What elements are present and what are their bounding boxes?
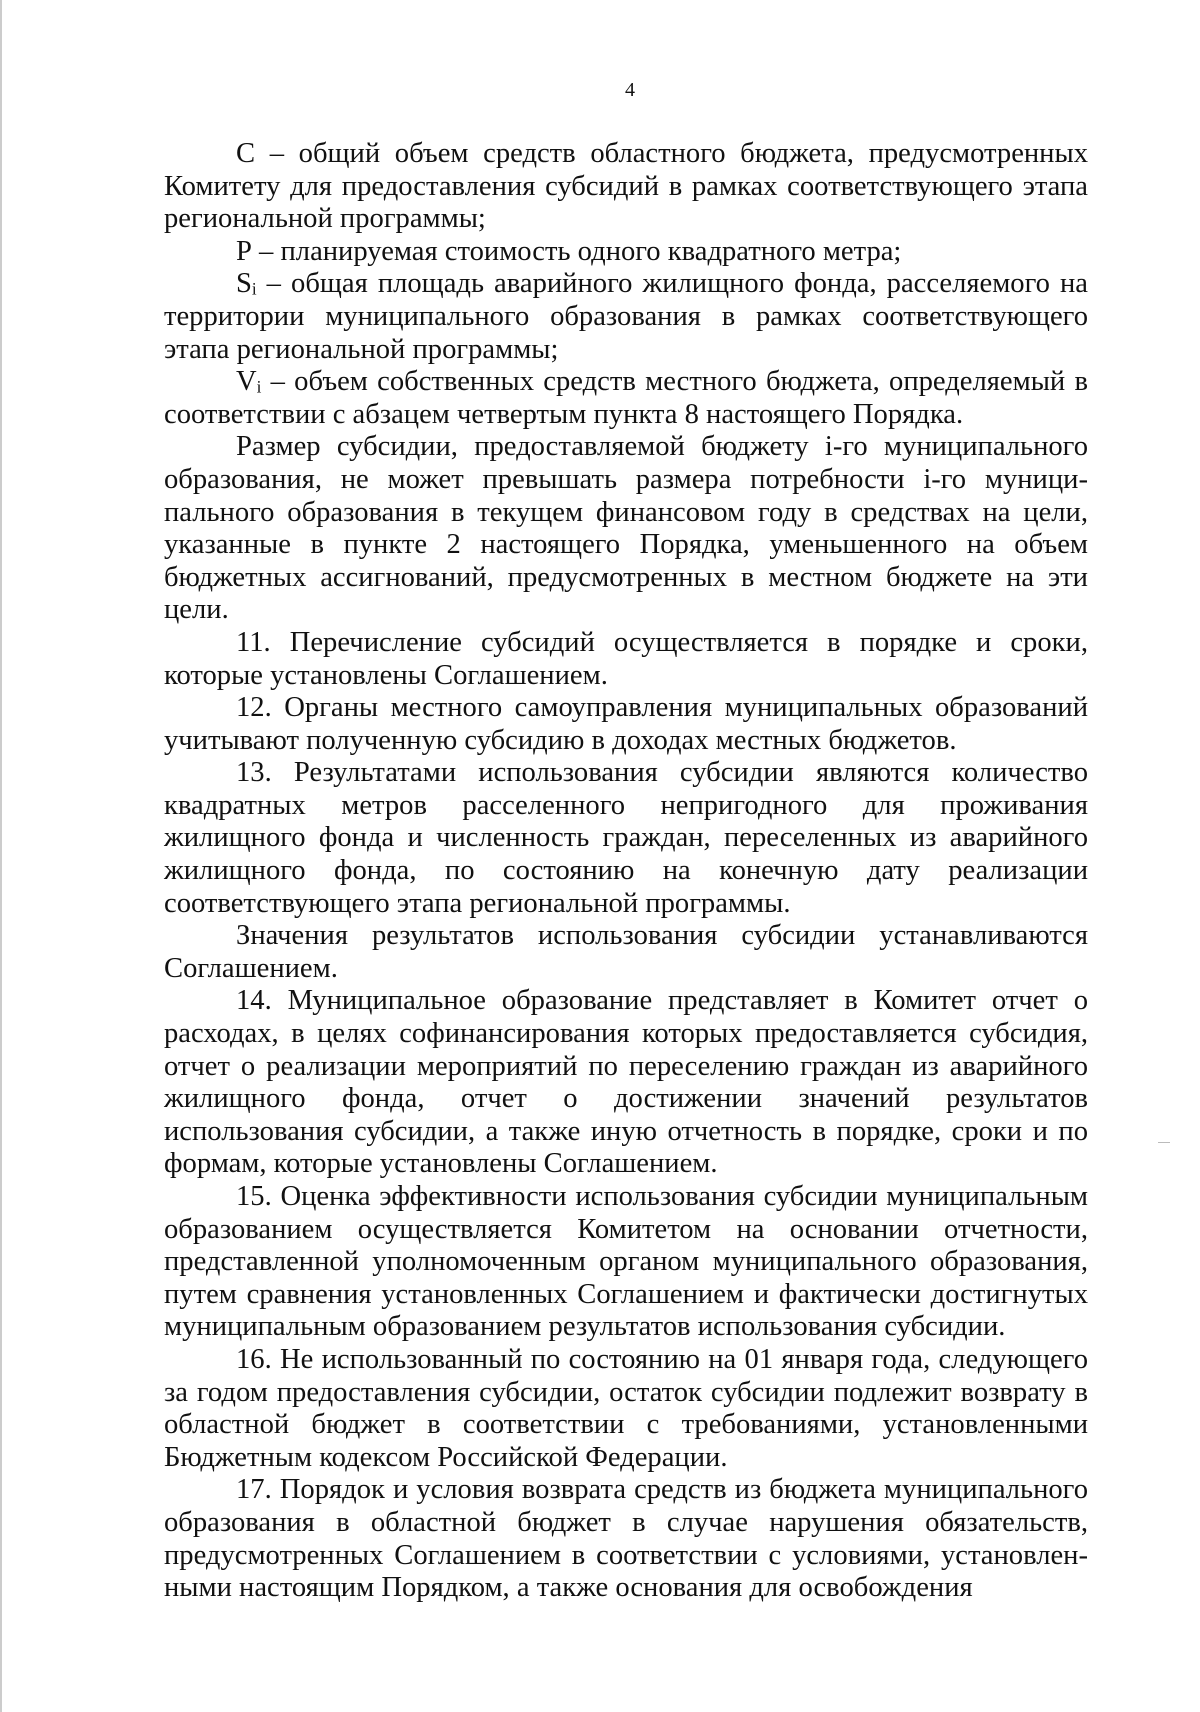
paragraph-item-17: 17. Порядок и условия возврата средств из бюджета муниципального образования в областной бюджет в случае нарушения обязательств, предусмотренных Соглашением в соответствии с условиями, установленными настоящим Порядком, а также основания для освобождения	[164, 1474, 1088, 1604]
paragraph-item-12: 12. Органы местного самоуправления муниципальных образований учитывают полученную субсидию в доходах местных бюджетов.	[164, 692, 1088, 756]
paragraph-item-13: 13. Результатами использования субсидии являются количество квадратных метров расселенного непригодного для проживания жилищного фонда и численность граждан, переселенных из аварийного жилищного фонда, по состоянию на конечную дату реализации соответствующего этапа региональной программы.	[164, 757, 1088, 919]
paragraph-subsidy-size: Размер субсидии, предоставляемой бюджету i-го муниципального образования, не может превышать размера потребности i-го муниципального образования в текущем финансовом году в средствах на цели, указанные в пункте 2 настоящего Порядка, уменьшенного на объем бюджетных ассигнований, предусмотренных в местном бюджете на эти цели.	[164, 431, 1088, 626]
page-number: 4	[625, 79, 635, 101]
paragraph-item-15: 15. Оценка эффективности использования субсидии муниципальным образованием осуществляется Комитетом на основании отчетности, представленной уполномоченным органом муниципального образования, путем сравнения установленных Соглашением и фактически достигнутых муниципальным образованием результатов использования субсидии.	[164, 1181, 1088, 1343]
paragraph-item-14: 14. Муниципальное образование представляет в Комитет отчет о расходах, в целях софинансирования которых предоставляется субсидия, отчет о реализации мероприятий по переселению граждан из аварийного жилищного фонда, отчет о достижении значений результатов использования субсидии, а также иную отчетность в порядке, сроки и по формам, которые установлены Соглашением.	[164, 985, 1088, 1180]
scan-edge-shadow	[0, 0, 2, 1712]
paragraph-c-definition: С – общий объем средств областного бюджета, предусмотренных Комитету для предоставления субсидий в рамках соответствующего этапа региональной программы;	[164, 138, 1088, 235]
document-body	[164, 138, 1088, 1605]
paragraph-si-definition: Sᵢ – общая площадь аварийного жилищного фонда, расселяемого на территории муниципального образования в рамках соответствующего этапа региональной программы;	[164, 268, 1088, 365]
paragraph-p-definition: Р – планируемая стоимость одного квадратного метра;	[236, 235, 902, 267]
paragraph-vi-definition: Vᵢ – объем собственных средств местного бюджета, определяемый в соответствии с абзацем четвертым пункта 8 настоящего Порядка.	[164, 366, 1088, 430]
paragraph-item-16: 16. Не использованный по состоянию на 01 января года, следующего за годом предоставления субсидии, остаток субсидии подлежит возврату в областной бюджет в соответствии с требованиями, установленными Бюджетным кодексом Российской Федерации.	[164, 1343, 1088, 1473]
paragraph-item-11: 11. Перечисление субсидий осуществляется в порядке и сроки, которые установлены Соглашением.	[164, 626, 1088, 691]
scan-edge-mark	[1158, 1142, 1170, 1143]
paragraph-item-13-values: Значения результатов использования субсидии устанавливаются Соглашением.	[164, 920, 1088, 984]
